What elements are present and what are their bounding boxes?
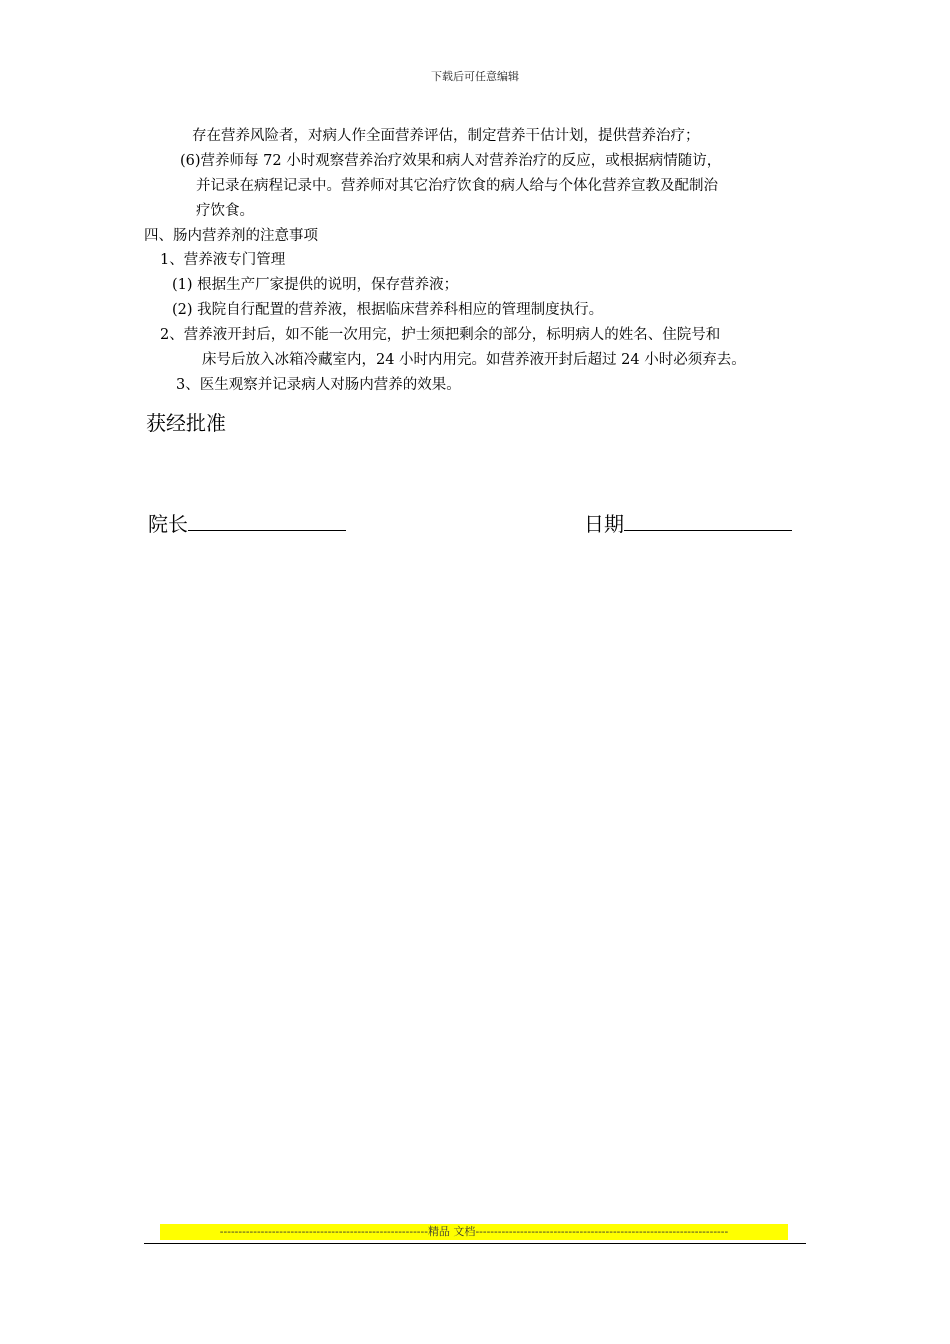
header-note: 下载后可任意编辑 xyxy=(431,70,519,83)
paragraph-line-2: (6)营养师每 72 小时观察营养治疗效果和病人对营养治疗的反应，或根据病情随访， xyxy=(180,153,722,169)
item-1-sub-2: (2) 我院自行配置的营养液，根据临床营养科相应的管理制度执行。 xyxy=(172,302,604,318)
section-heading: 四、肠内营养剂的注意事项 xyxy=(144,228,318,244)
footer-dashes-right: -------------------------------------------------------------------- xyxy=(475,1225,729,1238)
paragraph-line-4: 疗饮食。 xyxy=(196,203,254,219)
approval-heading: 获经批准 xyxy=(146,411,226,435)
date-signature xyxy=(584,510,792,537)
footer-label: 精品 文档 xyxy=(427,1225,476,1238)
director-label: 院长 xyxy=(148,512,188,536)
paragraph-line-3: 并记录在病程记录中。营养师对其它治疗饮食的病人给与个体化营养宣教及配制治 xyxy=(196,178,718,194)
date-label: 日期 xyxy=(584,512,624,536)
item-1-heading: 1、营养液专门管理 xyxy=(160,252,286,268)
item-2-line-2: 床号后放入冰箱冷藏室内，24 小时内用完。如营养液开封后超过 24 小时必须弃去。 xyxy=(202,352,746,368)
director-signature-line xyxy=(188,510,346,531)
date-signature-line xyxy=(624,510,792,531)
footer-rule xyxy=(144,1243,806,1244)
item-1-sub-1: (1) 根据生产厂家提供的说明，保存营养液； xyxy=(172,277,459,293)
item-3-line: 3、医生观察并记录病人对肠内营养的效果。 xyxy=(176,377,461,393)
paragraph-line-1: 存在营养风险者，对病人作全面营养评估，制定营养干估计划，提供营养治疗； xyxy=(192,128,700,144)
director-signature xyxy=(148,510,346,537)
item-2-line-1: 2、营养液开封后，如不能一次用完，护士须把剩余的部分，标明病人的姓名、住院号和 xyxy=(160,327,721,343)
footer-dashes-left: -------------------------------------------------------- xyxy=(219,1225,428,1238)
footer-banner xyxy=(160,1224,788,1240)
